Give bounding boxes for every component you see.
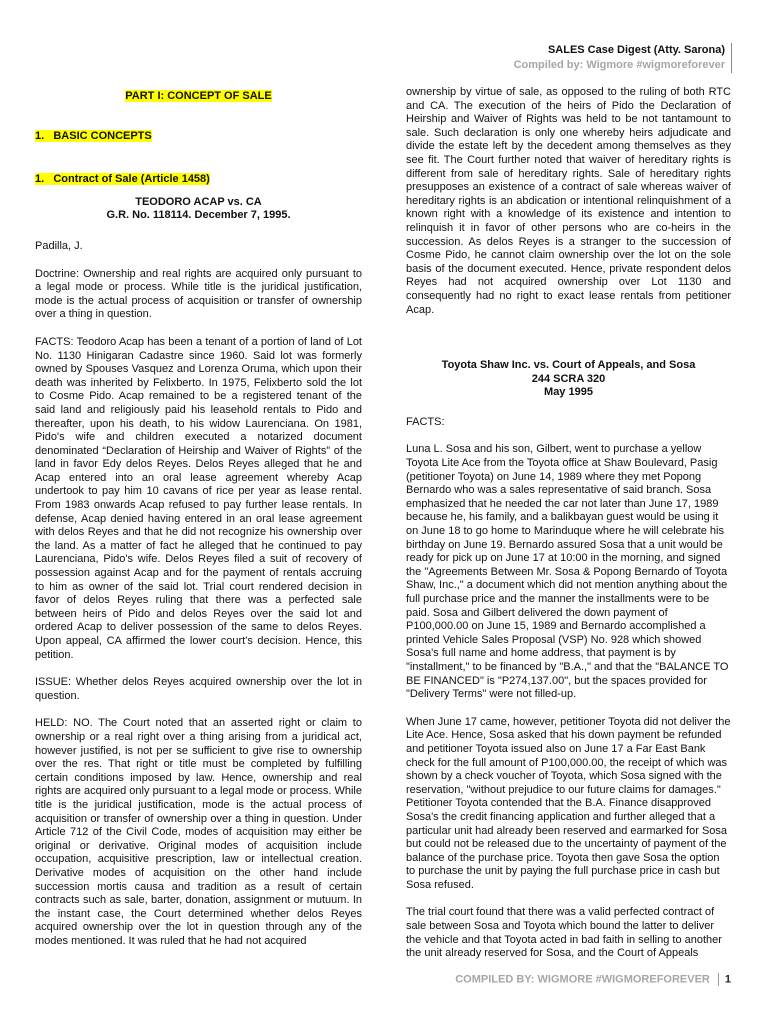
facts-label: FACTS:: [406, 415, 445, 428]
facts-paragraph-1: Luna L. Sosa and his son, Gilbert, went to purchase a yellow Toyota Lite Ace from the Toyota office at Shaw Boulevard, Pasig (petitioner Toyota) on June 14, 1989 where they met Popong Bernardo who was a sales representative of said branch. Sosa emphasized that he needed the car not later than June 17, 1989 because he, his family, and a balikbayan guest would be using it on June 18 to go home to Marinduque where he will celebrate his birthday on June 19. Bernardo assured Sosa that a unit would be ready for pick up on June 17 at 10:00 in the morning, and signed the "Agreements Between Mr. Sosa & Popong Bernardo of Toyota Shaw, Inc.," a document which did not mention anything about the full purchase price and the manner the installments were to be paid. Sosa and Gilbert delivered the down payment of P100,000.00 on June 15, 1989 and Bernardo accomplished a printed Vehicle Sales Proposal (VSP) No. 928 which showed Sosa's full name and home address, that payment is by "installment," to be financed by "B.A.," and that the "BALANCE TO BE FINANCED" is "P274,137.00", but the spaces provided for "Delivery Terms" were not filled-up.: [406, 443, 729, 701]
issue-paragraph: ISSUE: Whether delos Reyes acquired ownership over the lot in question.: [35, 676, 362, 702]
page-header: [514, 43, 732, 73]
facts-paragraph-3: The trial court found that there was a valid perfected contract of sale between Sosa and Toyota which bound the latter to deliver the vehicle and that Toyota acted in bad faith in selling to another the unit already reserved for Sosa, and the Court of Appeals: [406, 906, 722, 960]
document-title: SALES Case Digest (Atty. Sarona): [547, 44, 725, 56]
case-date: May 1995: [544, 386, 593, 399]
facts-paragraph-2: When June 17 came, however, petitioner Toyota did not deliver the Lite Ace. Hence, Sosa asked that his down payment be refunded and petitioner Toyota issued also on June 17 a Far East Bank check for the full amount of P100,000.00, the receipt of which was shown by a check voucher of Toyota, which Sosa signed with the reservation, "without prejudice to our future claims for damages." Petitioner Toyota contended that the B.A. Finance disapproved Sosa's the credit financing application and further alleged that a particular unit had already been reserved and earmarked for Sosa but could not be released due to the uncertainty of payment of the balance of the purchase price. Toyota then gave Sosa the option to purchase the unit by paying the full purchase price in cash but Sosa refused.: [406, 715, 731, 891]
case-title-toyota: Toyota Shaw Inc. vs. Court of Appeals, and Sosa: [441, 359, 696, 372]
held-continuation-paragraph: ownership by virtue of sale, as opposed to the ruling of both RTC and CA. The execution of the heirs of Pido the Declaration of Heirship and Waiver of Rights was held to be not tantamount to sale. Such declaration is only one whereby heirs adjudicate and divide the estate left by the decedent among themselves as they see fit. The Court further noted that waiver of hereditary rights is different from sale of hereditary rights. Sale of hereditary rights presupposes an existence of a contract of sale whereas waiver of hereditary rights is an abdication or intentional relinquishment of a known right with a knowledge of its existence and intention to relinquish it in favor of other persons who are co-heirs in the succession. As delos Reyes is a stranger to the succession of Cosme Pido, he cannot claim ownership over the lot on the sole basis of the document executed. Hence, private respondent delos Reyes had not acquired ownership over Lot 1130 and consequently had no right to exact lease rentals from petitioner Acap.: [406, 86, 731, 316]
footer-divider: [718, 973, 719, 986]
subsection-heading-contract-of-sale: 1. Contract of Sale (Article 1458): [35, 173, 210, 186]
left-column: [35, 86, 362, 948]
section-heading-basic-concepts: 1. BASIC CONCEPTS: [35, 129, 152, 142]
compiled-by-line: Compiled by: Wigmore #wigmoreforever: [513, 59, 725, 71]
page-number: 1: [724, 973, 731, 986]
footer-compiled-by: COMPILED BY: WIGMORE #WIGMOREFOREVER: [455, 973, 710, 986]
doctrine-paragraph: Doctrine: Ownership and real rights are acquired only pursuant to a legal mode or process. While title is the juridical justification, mode is the actual process of acquisition or transfer of ownership over a thing in question.: [35, 267, 362, 321]
case-title: TEODORO ACAP vs. CA: [135, 195, 262, 208]
case-gr-number: G.R. No. 118114. December 7, 1995.: [106, 209, 291, 222]
facts-paragraph: FACTS: Teodoro Acap has been a tenant of a portion of land of Lot No. 1130 Hinigaran Cadastre since 1960. Said lot was formerly owned by Spouses Vasquez and Lorenza Oruma, which upon their death was inherited by Felixberto. In 1975, Felixberto sold the lot to Cosme Pido. Acap remained to be a registered tenant of the said land and religiously paid his leasehold rentals to Pido and thereafter, upon his death, to his widow Laurenciana. On 1981, Pido's wife and children executed a notarized document denominated “Declaration of Heirship and Waiver of Rights” of the land in favor Edy delos Reyes. Delos Reyes alleged that he and Acap entered into an oral lease agreement whereby Acap undertook to pay him 10 cavans of rice per year as lease rental. From 1983 onwards Acap refused to pay further lease rentals. In defense, Acap denied having entered in an oral lease agreement with delos Reyes and that he did not recognize his ownership over the land. As a matter of fact he alleged that he continued to pay Laurenciana, Pido's wife. Delos Reyes filed a suit of recovery of possession against Acap and for the payment of rentals accruing to him as owner of the said lot. Trial court rendered decision in favor of delos Reyes ruling that there was a perfected sale between heirs of Pido and delos Reyes over the said lot and ordered Acap to deliver possession of the same to delos Reyes. Upon appeal, CA affirmed the lower court's decision. Hence, this petition.: [35, 335, 362, 661]
case-scra: 244 SCRA 320: [531, 372, 606, 385]
part-title: PART I: CONCEPT OF SALE: [125, 90, 272, 102]
right-column: [406, 86, 731, 961]
page-footer: [406, 973, 731, 986]
ponente: Padilla, J.: [35, 239, 83, 252]
held-paragraph: HELD: NO. The Court noted that an asserted right or claim to ownership or a real right over a thing arising from a juridical act, however justified, is not per se sufficient to give rise to ownership over the res. That right or title must be completed by fulfilling certain conditions imposed by law. Hence, ownership and real rights are acquired only pursuant to a legal mode or process. While title is the juridical justification, mode is the actual process of acquisition or transfer of ownership over a thing in question. Under Article 712 of the Civil Code, modes of acquisition may either be original or derivative. Original modes of acquisition include occupation, acquisitive prescription, law or intellectual creation. Derivative modes of acquisition on the other hand include succession mortis causa and tradition as a result of certain contracts such as sale, barter, donation, assignment or mutuum. In the instant case, the Court determined whether delos Reyes acquired ownership over the lot in question through any of the modes mentioned. It was ruled that he had not acquired: [35, 717, 362, 947]
